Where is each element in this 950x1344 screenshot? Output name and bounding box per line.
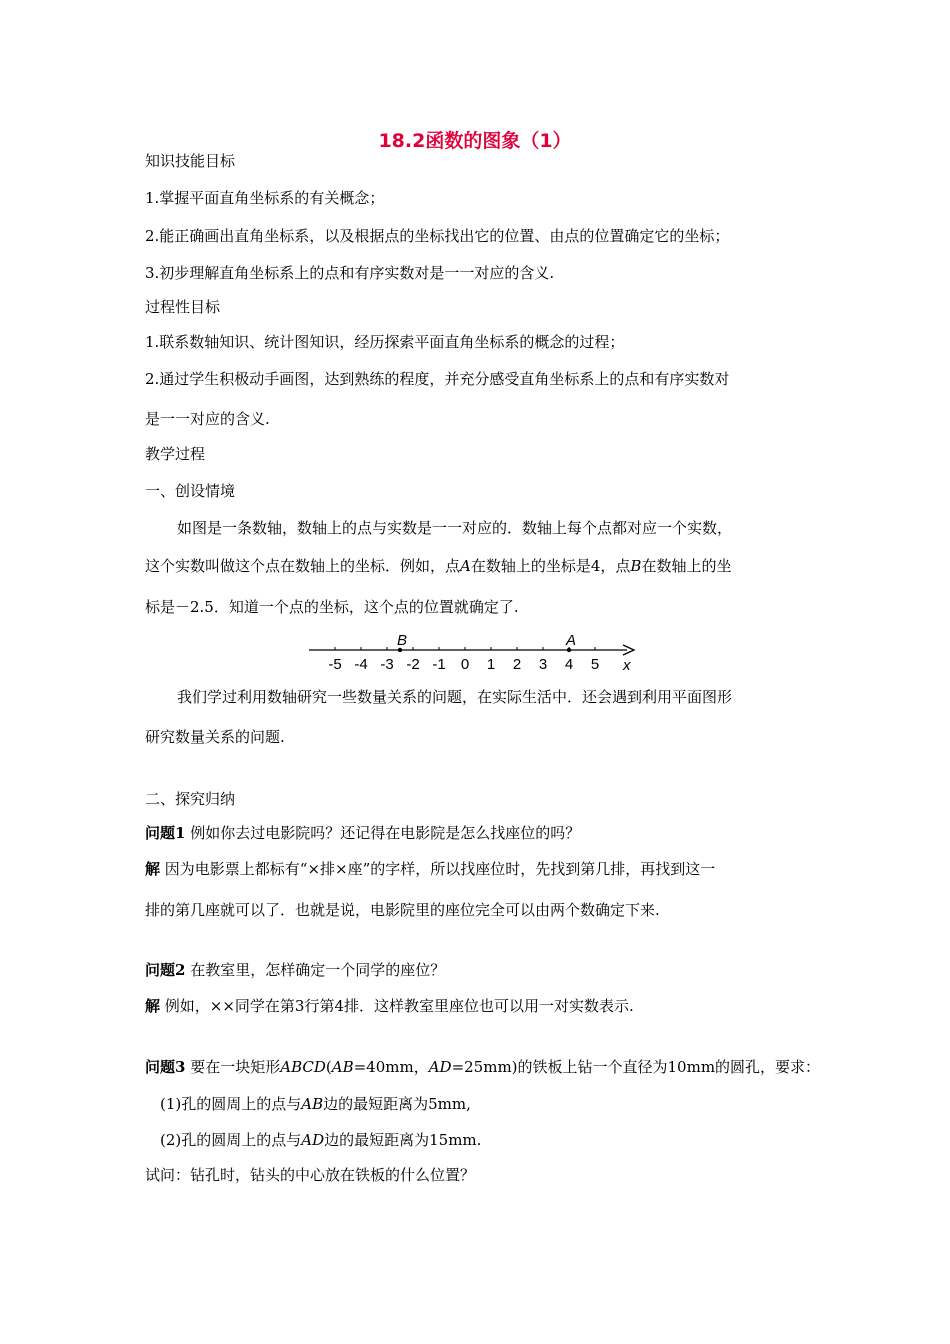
question-3-ask: 试问：钻孔时，钻头的中心放在铁板的什么位置？ <box>145 1166 476 1184</box>
process-goal-heading: 过程性目标 <box>145 298 221 316</box>
paragraph-line: 研究数量关系的问题. <box>145 728 285 746</box>
condition-2: (2)孔的圆周上的点与AD边的最短距离为15mm. <box>160 1131 482 1149</box>
section-heading-2: 二、探究归纳 <box>145 790 236 808</box>
tick-label: -4 <box>354 656 368 673</box>
tick-label: -2 <box>406 656 420 673</box>
knowledge-item: 2.能正确画出直角坐标系，以及根据点的坐标找出它的位置、由点的位置确定它的坐标； <box>145 227 730 245</box>
paragraph-line: 这个实数叫做这个点在数轴上的坐标．例如，点A在数轴上的坐标是4，点B在数轴上的坐 <box>145 557 732 575</box>
point-label: B <box>396 632 408 649</box>
point-a-label: A <box>460 557 471 575</box>
process-goal-item: 是一一对应的含义. <box>145 410 270 428</box>
page-title: 18.2函数的图象（1） <box>378 130 572 152</box>
teaching-heading: 教学过程 <box>145 445 206 463</box>
question-2: 问题2 在教室里，怎样确定一个同学的座位？ <box>145 961 446 979</box>
tick-label: -1 <box>432 656 446 673</box>
question-label: 问题3 <box>145 1058 186 1076</box>
process-goal-item: 2.通过学生积极动手画图，达到熟练的程度，并充分感受直角坐标系上的点和有序实数对 <box>145 370 730 388</box>
question-label: 问题2 <box>145 961 186 979</box>
number-line-figure <box>305 632 650 678</box>
answer-2: 解 例如，××同学在第3行第4排．这样教室里座位也可以用一对实数表示. <box>145 997 634 1015</box>
point-b-label: B <box>630 557 642 575</box>
process-goal-item: 1.联系数轴知识、统计图知识，经历探索平面直角坐标系的概念的过程； <box>145 333 625 351</box>
answer-label: 解 <box>145 997 161 1015</box>
tick-label: 3 <box>538 656 548 673</box>
paragraph-line: 我们学过利用数轴研究一些数量关系的问题，在实际生活中．还会遇到利用平面图形 <box>177 688 733 706</box>
tick-label: 0 <box>460 656 470 673</box>
tick-label: 1 <box>486 656 496 673</box>
point-label: A <box>565 632 577 649</box>
paragraph-line: 标是－2.5．知道一个点的坐标，这个点的位置就确定了. <box>145 598 519 616</box>
question-3: 问题3 要在一块矩形ABCD(AB=40mm，AD=25mm)的铁板上钻一个直径为10mm的圆孔，要求： <box>145 1058 821 1076</box>
knowledge-heading: 知识技能目标 <box>145 152 236 170</box>
knowledge-item: 1.掌握平面直角坐标系的有关概念； <box>145 189 385 207</box>
knowledge-item: 3.初步理解直角坐标系上的点和有序实数对是一一对应的含义. <box>145 264 555 282</box>
tick-label: -5 <box>328 656 342 673</box>
paragraph-line: 如图是一条数轴，数轴上的点与实数是一一对应的．数轴上每个点都对应一个实数， <box>177 519 733 537</box>
answer-label: 解 <box>145 860 161 878</box>
question-label: 问题1 <box>145 824 186 842</box>
tick-label: 5 <box>590 656 600 673</box>
section-heading-1: 一、创设情境 <box>145 482 236 500</box>
tick-label: 4 <box>564 656 574 673</box>
axis-label: x <box>623 657 631 674</box>
question-1: 问题1 例如你去过电影院吗？还记得在电影院是怎么找座位的吗？ <box>145 824 581 842</box>
tick-label: -3 <box>380 656 394 673</box>
condition-1: (1)孔的圆周上的点与AB边的最短距离为5mm, <box>160 1095 471 1113</box>
answer-1-cont: 排的第几座就可以了．也就是说，电影院里的座位完全可以由两个数确定下来. <box>145 901 660 919</box>
answer-1: 解 因为电影票上都标有“×排×座”的字样，所以找座位时，先找到第几排，再找到这一 <box>145 860 716 878</box>
tick-label: 2 <box>512 656 522 673</box>
